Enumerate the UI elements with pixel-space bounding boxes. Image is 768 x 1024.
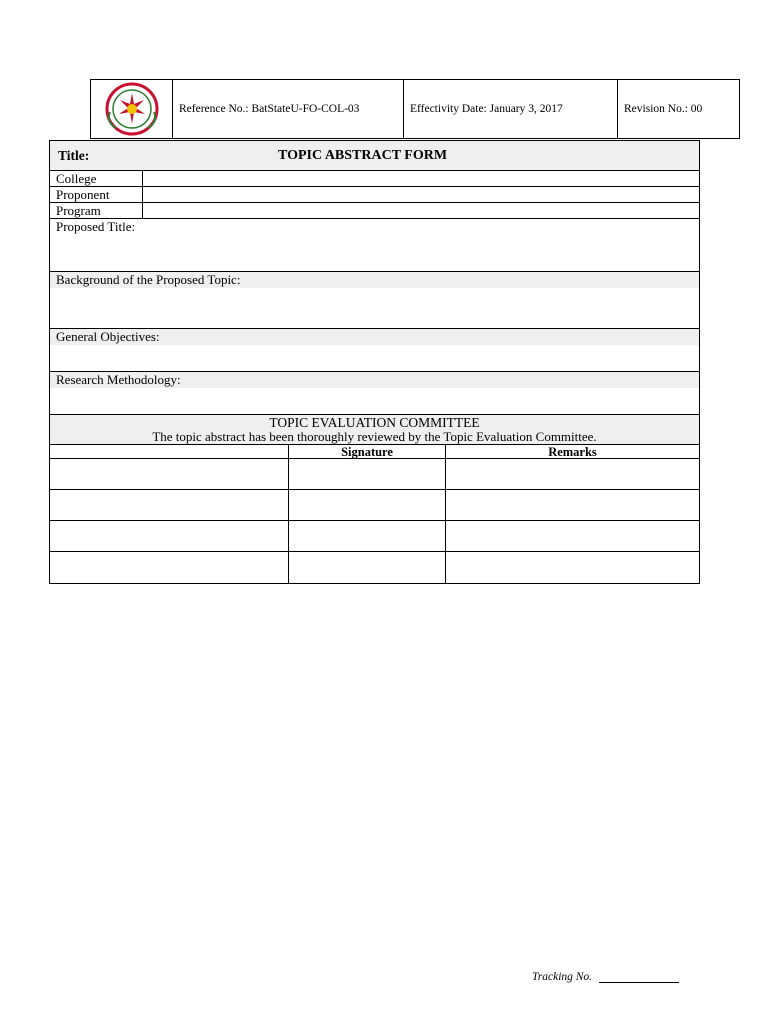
committee-row <box>50 521 699 552</box>
committee-row <box>50 459 699 490</box>
tracking-label: Tracking No. <box>532 971 593 983</box>
remarks-column-header: Remarks <box>548 445 597 459</box>
member-name-cell[interactable] <box>50 521 289 551</box>
proponent-label: Proponent <box>50 187 143 202</box>
committee-header <box>50 415 699 445</box>
committee-statement: The topic abstract has been thoroughly reviewed by the Topic Evaluation Committee. <box>152 429 597 444</box>
committee-heading: TOPIC EVALUATION COMMITTEE <box>269 415 480 430</box>
proponent-field[interactable] <box>143 187 699 202</box>
committee-table-header <box>50 445 699 459</box>
signature-cell[interactable] <box>289 490 446 520</box>
university-seal-icon <box>96 82 168 136</box>
reference-number: Reference No.: BatStateU-FO-COL-03 <box>173 80 404 138</box>
program-label: Program <box>50 203 143 218</box>
signature-column-header: Signature <box>289 445 446 458</box>
member-name-cell[interactable] <box>50 490 289 520</box>
background-section[interactable] <box>50 272 699 329</box>
university-logo-cell <box>91 80 173 138</box>
program-row <box>50 203 699 219</box>
background-label: Background of the Proposed Topic: <box>50 272 699 288</box>
objectives-label: General Objectives: <box>50 329 699 345</box>
revision-number: Revision No.: 00 <box>624 103 703 115</box>
topic-abstract-form <box>49 140 700 584</box>
member-name-cell[interactable] <box>50 552 289 583</box>
signature-cell[interactable] <box>289 521 446 551</box>
signature-cell[interactable] <box>289 552 446 583</box>
form-title: TOPIC ABSTRACT FORM <box>278 147 448 163</box>
remarks-cell[interactable] <box>446 521 699 551</box>
college-field[interactable] <box>143 171 699 186</box>
program-field[interactable] <box>143 203 699 218</box>
document-header <box>90 79 740 139</box>
proposed-title-label: Proposed Title: <box>56 219 136 234</box>
remarks-cell[interactable] <box>446 490 699 520</box>
college-row <box>50 171 699 187</box>
committee-row <box>50 490 699 521</box>
signature-cell[interactable] <box>289 459 446 489</box>
tracking-number <box>532 970 679 983</box>
member-name-cell[interactable] <box>50 459 289 489</box>
proposed-title-section[interactable] <box>50 219 699 272</box>
proponent-row <box>50 187 699 203</box>
methodology-section[interactable] <box>50 372 699 415</box>
committee-row <box>50 552 699 583</box>
remarks-cell[interactable] <box>446 552 699 583</box>
title-label: Title: <box>58 147 90 163</box>
tracking-number-field[interactable] <box>599 970 679 983</box>
title-row <box>50 141 699 171</box>
methodology-label: Research Methodology: <box>50 372 699 388</box>
objectives-section[interactable] <box>50 329 699 372</box>
remarks-cell[interactable] <box>446 459 699 489</box>
name-column-header <box>50 445 289 458</box>
effectivity-date: Effectivity Date: January 3, 2017 <box>404 80 618 138</box>
college-label: College <box>50 171 143 186</box>
